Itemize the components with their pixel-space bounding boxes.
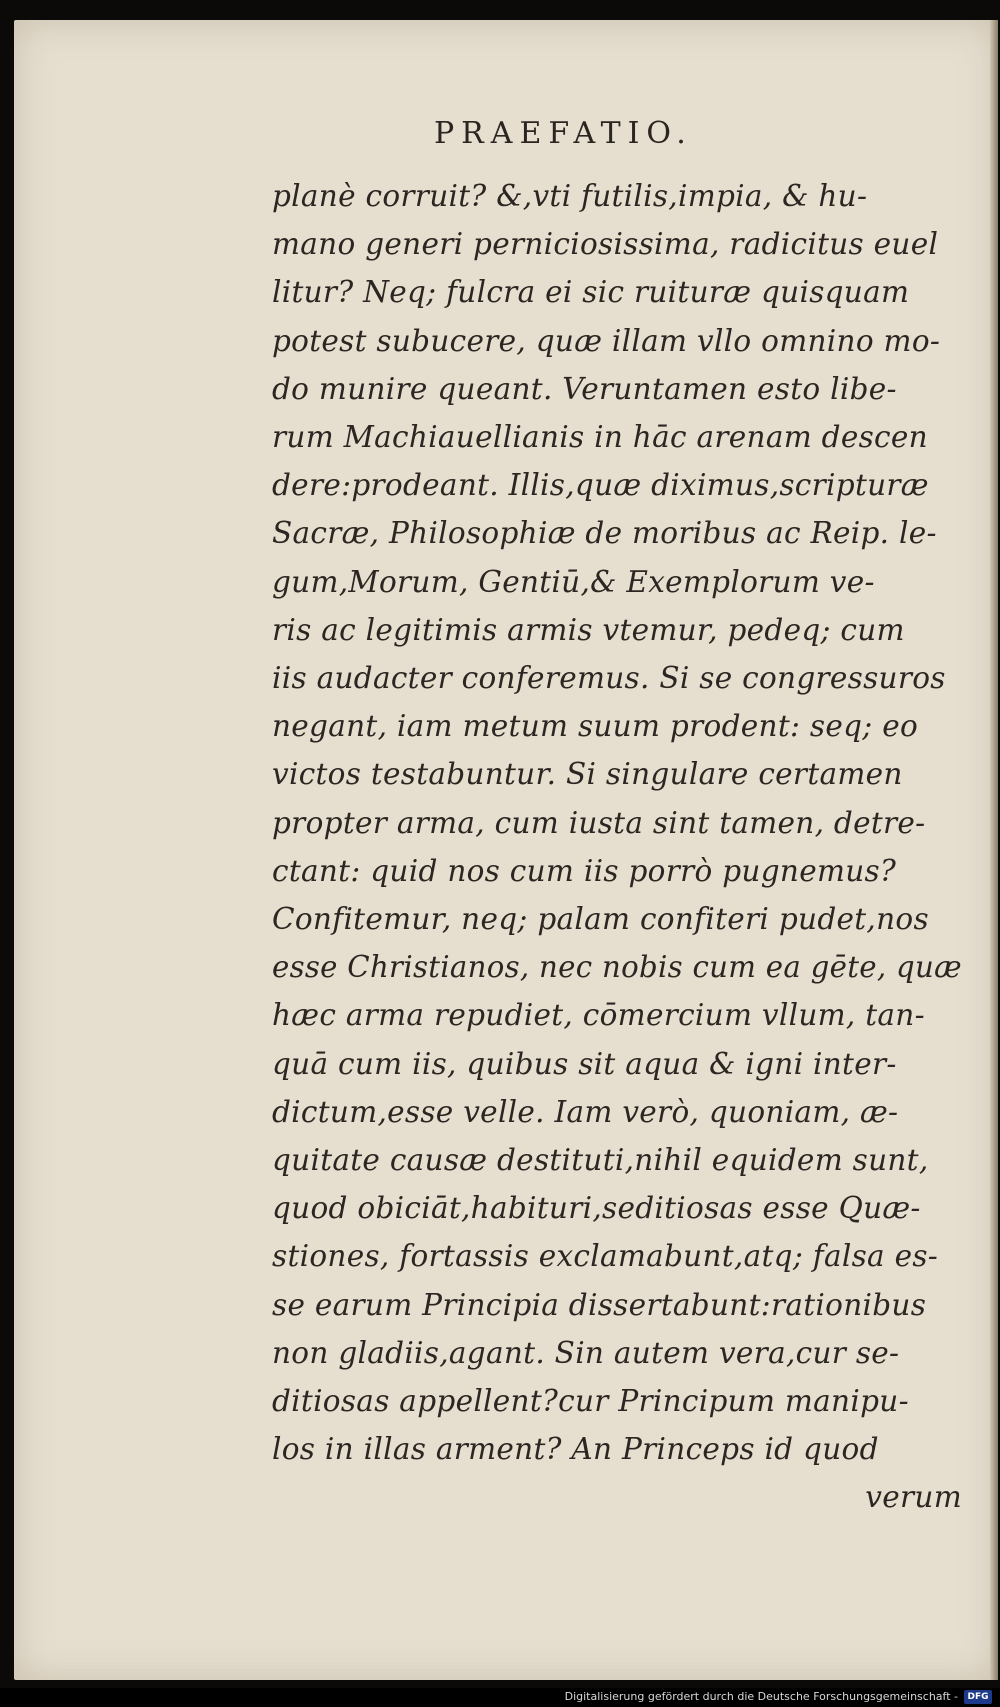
text-line: quitate causæ destituti,nihil equidem sunt, (272, 1143, 929, 1178)
text-line: planè corruit? &,vti futilis,impia, & hu- (272, 179, 868, 213)
text-line: Sacræ, Philosophiæ de moribus ac Reip. le- (272, 516, 937, 551)
text-line: gum,Morum, Gentiū,& Exemplorum ve- (272, 564, 875, 599)
text-line: dere:prodeant. Illis,quæ diximus,scripturæ (272, 468, 929, 503)
text-line: esse Christianos, nec nobis cum ea gēte, quæ (272, 950, 962, 985)
text-line: propter arma, cum iusta sint tamen, detre- (272, 805, 926, 840)
text-line: litur? Neq; fulcra ei sic ruituræ quisquam (272, 275, 910, 310)
text-line: stiones, fortassis exclamabunt,atq; falsa es- (272, 1239, 939, 1274)
page-edge (990, 20, 998, 1680)
text-line: Confitemur, neq; palam confiteri pudet,nos (272, 902, 929, 937)
book-page (14, 20, 998, 1680)
text-line: los in illas arment? An Princeps id quod (272, 1432, 879, 1467)
text-line: se earum Principia dissertabunt:rationibus (272, 1287, 927, 1322)
text-line: quod obiciāt,habituri,seditiosas esse Quæ- (272, 1191, 921, 1226)
funding-credit: Digitalisierung gefördert durch die Deutsche Forschungsgemeinschaft - (564, 1690, 958, 1703)
text-line: ditiosas appellent?cur Principum manipu- (272, 1384, 909, 1419)
text-line: non gladiis,agant. Sin autem vera,cur se- (272, 1335, 900, 1370)
running-head: PRAEFATIO. (434, 116, 693, 151)
text-line: quā cum iis, quibus sit aqua & igni inter- (272, 1046, 897, 1081)
text-line: hæc arma repudiet, cōmercium vllum, tan- (272, 998, 925, 1033)
text-line: ctant: quid nos cum iis porrò pugnemus? (272, 853, 897, 888)
text-line: dictum,esse velle. Iam verò, quoniam, æ- (272, 1094, 899, 1129)
text-line: ris ac legitimis armis vtemur, pedeq; cum (272, 612, 905, 647)
text-line: do munire queant. Veruntamen esto libe- (272, 371, 897, 406)
text-line: potest subucere, quæ illam vllo omnino mo- (272, 323, 941, 358)
dfg-logo-icon[interactable]: DFG (964, 1690, 992, 1704)
text-line: iis audacter conferemus. Si se congressuros (272, 661, 946, 696)
text-line: negant, iam metum suum prodent: seq; eo (272, 709, 919, 744)
footer-bar (0, 1688, 1000, 1707)
catchword: verum (865, 1480, 962, 1515)
text-line: mano generi perniciosissima, radicitus euel (272, 227, 939, 262)
text-line: rum Machiauellianis in hāc arenam descen (272, 420, 928, 455)
text-line: victos testabuntur. Si singulare certamen (272, 757, 903, 792)
body-text (272, 172, 962, 1522)
